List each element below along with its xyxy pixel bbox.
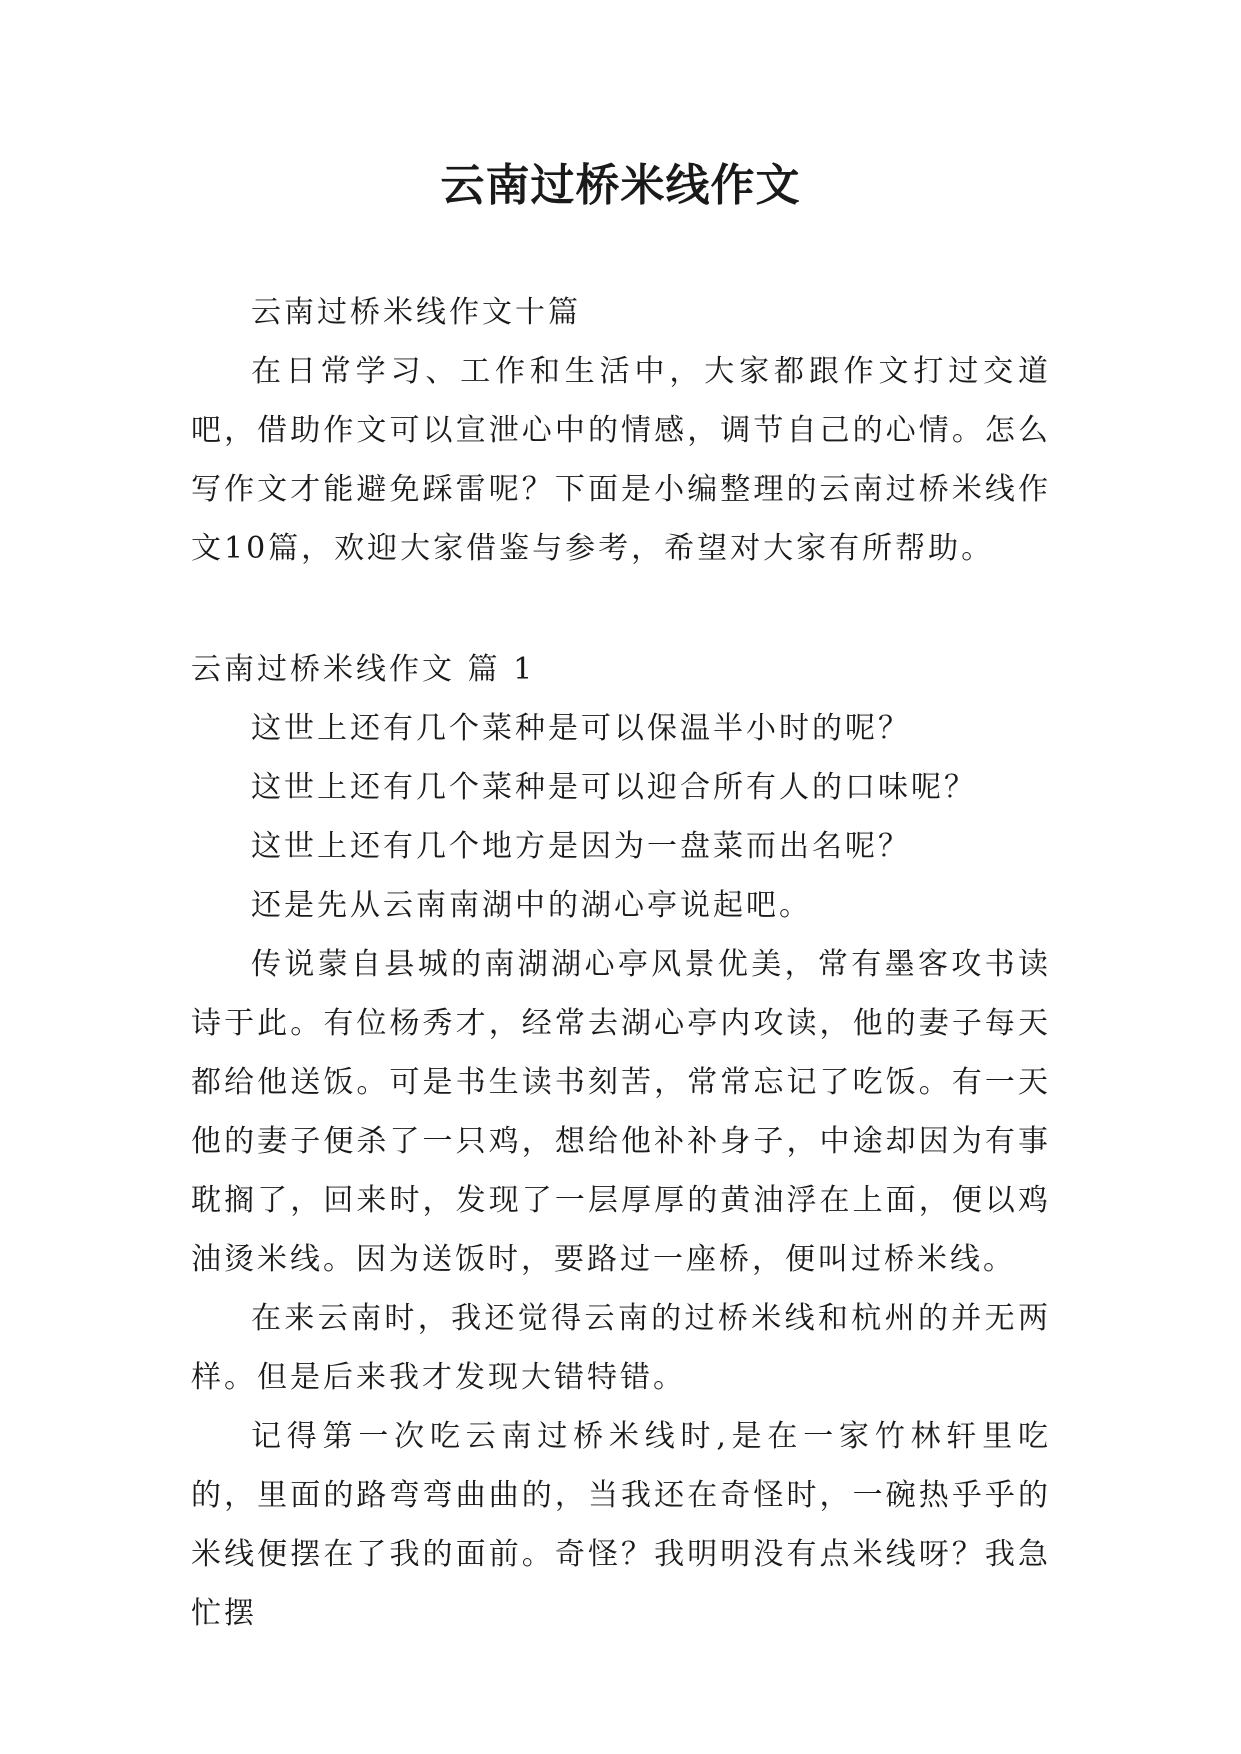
paragraph: 这世上还有几个地方是因为一盘菜而出名呢？ bbox=[251, 829, 911, 864]
paragraph: 这世上还有几个菜种是可以迎合所有人的口味呢？ bbox=[251, 770, 977, 805]
paragraph: 记得第一次吃云南过桥米线时,是在一家竹林轩里吃的，里面的路弯弯曲曲的，当我还在奇怪时，一碗热乎乎的米线便摆在了我的面前。奇怪？我明明没有点米线呀？我急忙摆 bbox=[191, 1419, 1051, 1631]
document-title: 云南过桥米线作文 bbox=[440, 160, 801, 211]
subtitle-line: 云南过桥米线作文十篇 bbox=[251, 295, 581, 330]
intro-paragraph: 在日常学习、工作和生活中，大家都跟作文打过交道吧，借助作文可以宣泄心中的情感，调节自己的心情。怎么写作文才能避免踩雷呢？下面是小编整理的云南过桥米线作文10篇，欢迎大家借鉴与参考，希望对大家有所帮助。 bbox=[191, 354, 1051, 566]
section-heading: 云南过桥米线作文 篇 1 bbox=[191, 652, 536, 687]
paragraph: 传说蒙自县城的南湖湖心亭风景优美，常有墨客攻书读诗于此。有位杨秀才，经常去湖心亭内攻读，他的妻子每天都给他送饭。可是书生读书刻苦，常常忘记了吃饭。有一天他的妻子便杀了一只鸡，想给他补补身子，中途却因为有事耽搁了，回来时，发现了一层厚厚的黄油浮在上面，便以鸡油烫米线。因为送饭时，要路过一座桥，便叫过桥米线。 bbox=[191, 947, 1051, 1277]
document-body bbox=[191, 283, 1051, 1643]
paragraph: 这世上还有几个菜种是可以保温半小时的呢？ bbox=[251, 711, 911, 746]
paragraph: 在来云南时，我还觉得云南的过桥米线和杭州的并无两样。但是后来我才发现大错特错。 bbox=[191, 1301, 1051, 1395]
paragraph: 还是先从云南南湖中的湖心亭说起吧。 bbox=[251, 888, 812, 923]
